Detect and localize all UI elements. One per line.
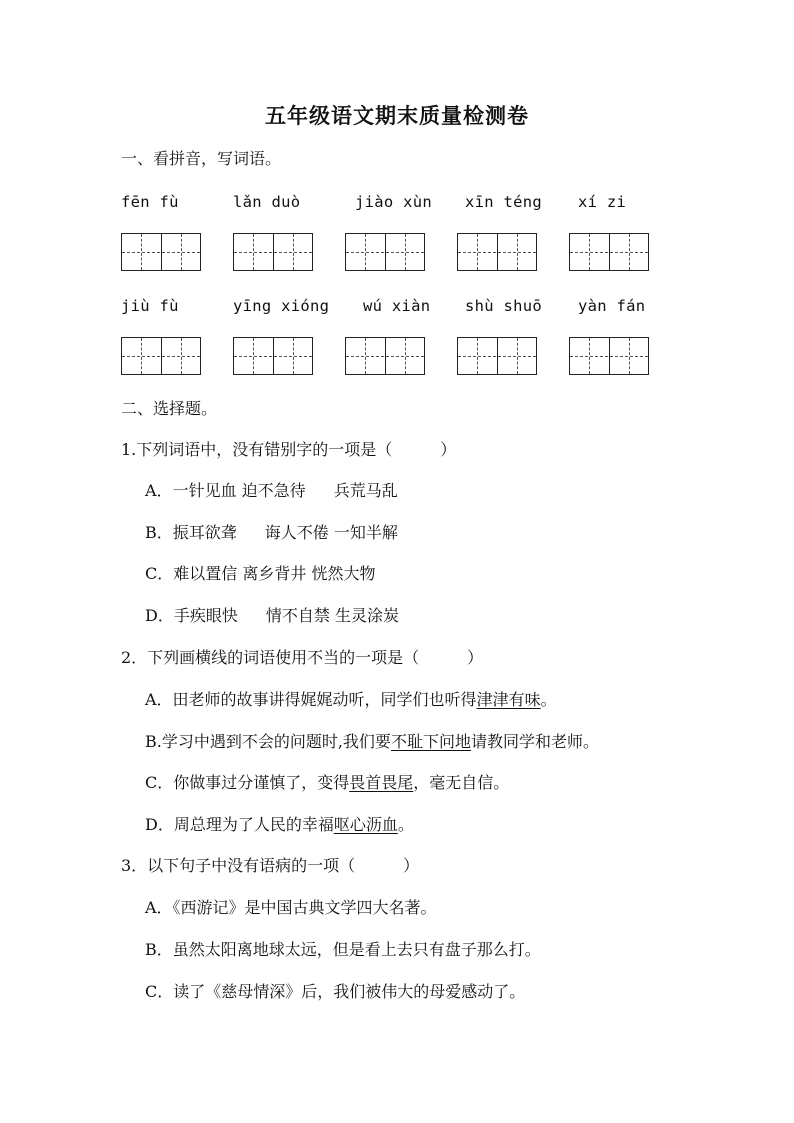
pinyin-6: jiù fù <box>121 297 179 315</box>
pinyin-3: jiào xùn <box>355 193 433 211</box>
option-word: 生灵涂炭 <box>334 606 399 625</box>
writing-box[interactable] <box>345 233 425 271</box>
option-text: A．田老师的故事讲得娓娓动听，同学们也听得 <box>145 690 477 709</box>
option-word: 恍然大物 <box>311 564 376 583</box>
option-text: 请教同学和老师。 <box>470 732 599 751</box>
option-text: 。 <box>397 815 414 834</box>
pinyin-4: xīn téng <box>465 193 543 211</box>
q2-option-b[interactable] <box>145 731 599 753</box>
writing-box[interactable] <box>457 233 537 271</box>
underlined-word: 津津有味 <box>476 690 541 709</box>
writing-box[interactable] <box>345 337 425 375</box>
writing-box[interactable] <box>569 337 649 375</box>
pinyin-5: xí zi <box>578 193 627 211</box>
section1-heading: 一、看拼音，写词语。 <box>121 149 282 168</box>
q3-option-b[interactable]: B．虽然太阳离地球太远，但是看上去只有盘子那么打。 <box>145 940 541 959</box>
option-word: 诲人不倦 <box>264 523 329 542</box>
section2-heading: 二、选择题。 <box>121 399 218 418</box>
option-word: 情不自禁 <box>265 606 330 625</box>
pinyin-1: fēn fù <box>121 193 179 211</box>
pinyin-9: shù shuō <box>465 297 543 315</box>
option-word: 一针见血 <box>172 481 237 500</box>
q1-option-a[interactable] <box>145 480 398 502</box>
underlined-word: 畏首畏尾 <box>349 773 414 792</box>
underlined-word: 呕心沥血 <box>333 815 398 834</box>
writing-box[interactable] <box>457 337 537 375</box>
option-text: B.学习中遇到不会的问题时,我们要 <box>145 732 391 751</box>
option-label: C． <box>145 564 174 583</box>
option-word: 难以置信 <box>173 564 238 583</box>
option-text: 。 <box>540 690 557 709</box>
q3-option-c[interactable]: C．读了《慈母情深》后，我们被伟大的母爱感动了。 <box>145 982 526 1001</box>
option-word: 一知半解 <box>333 523 398 542</box>
option-word: 迫不急待 <box>241 481 306 500</box>
option-word: 振耳欲聋 <box>172 523 237 542</box>
writing-box[interactable] <box>233 233 313 271</box>
pinyin-2: lǎn duò <box>233 193 301 211</box>
option-word: 兵荒马乱 <box>333 481 398 500</box>
question-3-stem: 3．以下句子中没有语病的一项（ ） <box>121 856 420 875</box>
pinyin-10: yàn fán <box>578 297 646 315</box>
writing-box[interactable] <box>121 233 201 271</box>
pinyin-8: wú xiàn <box>363 297 431 315</box>
writing-box[interactable] <box>569 233 649 271</box>
q1-option-b[interactable] <box>145 522 398 544</box>
option-text: ，毫无自信。 <box>413 773 510 792</box>
option-label: B． <box>145 523 173 542</box>
pinyin-7: yīng xióng <box>233 297 330 315</box>
option-word: 离乡背井 <box>242 564 307 583</box>
option-text: C．你做事过分谨慎了，变得 <box>145 773 350 792</box>
q2-option-a[interactable] <box>145 689 557 711</box>
q2-option-c[interactable] <box>145 772 509 794</box>
question-2-stem: 2．下列画横线的词语使用不当的一项是（ ） <box>121 648 484 667</box>
option-text: D．周总理为了人民的幸福 <box>145 815 334 834</box>
option-word: 手疾眼快 <box>173 606 238 625</box>
question-1-stem: 1.下列词语中，没有错别字的一项是（ ） <box>121 440 457 459</box>
writing-box[interactable] <box>233 337 313 375</box>
exam-title: 五年级语文期末质量检测卷 <box>265 103 529 128</box>
q3-option-a[interactable]: A．《西游记》是中国古典文学四大名著。 <box>145 898 437 917</box>
writing-box[interactable] <box>121 337 201 375</box>
q2-option-d[interactable] <box>145 814 414 836</box>
option-label: D． <box>145 606 174 625</box>
q1-option-c[interactable] <box>145 563 375 585</box>
q1-option-d[interactable] <box>145 605 399 627</box>
option-label: A． <box>145 481 173 500</box>
underlined-word: 不耻下问地 <box>390 732 471 751</box>
